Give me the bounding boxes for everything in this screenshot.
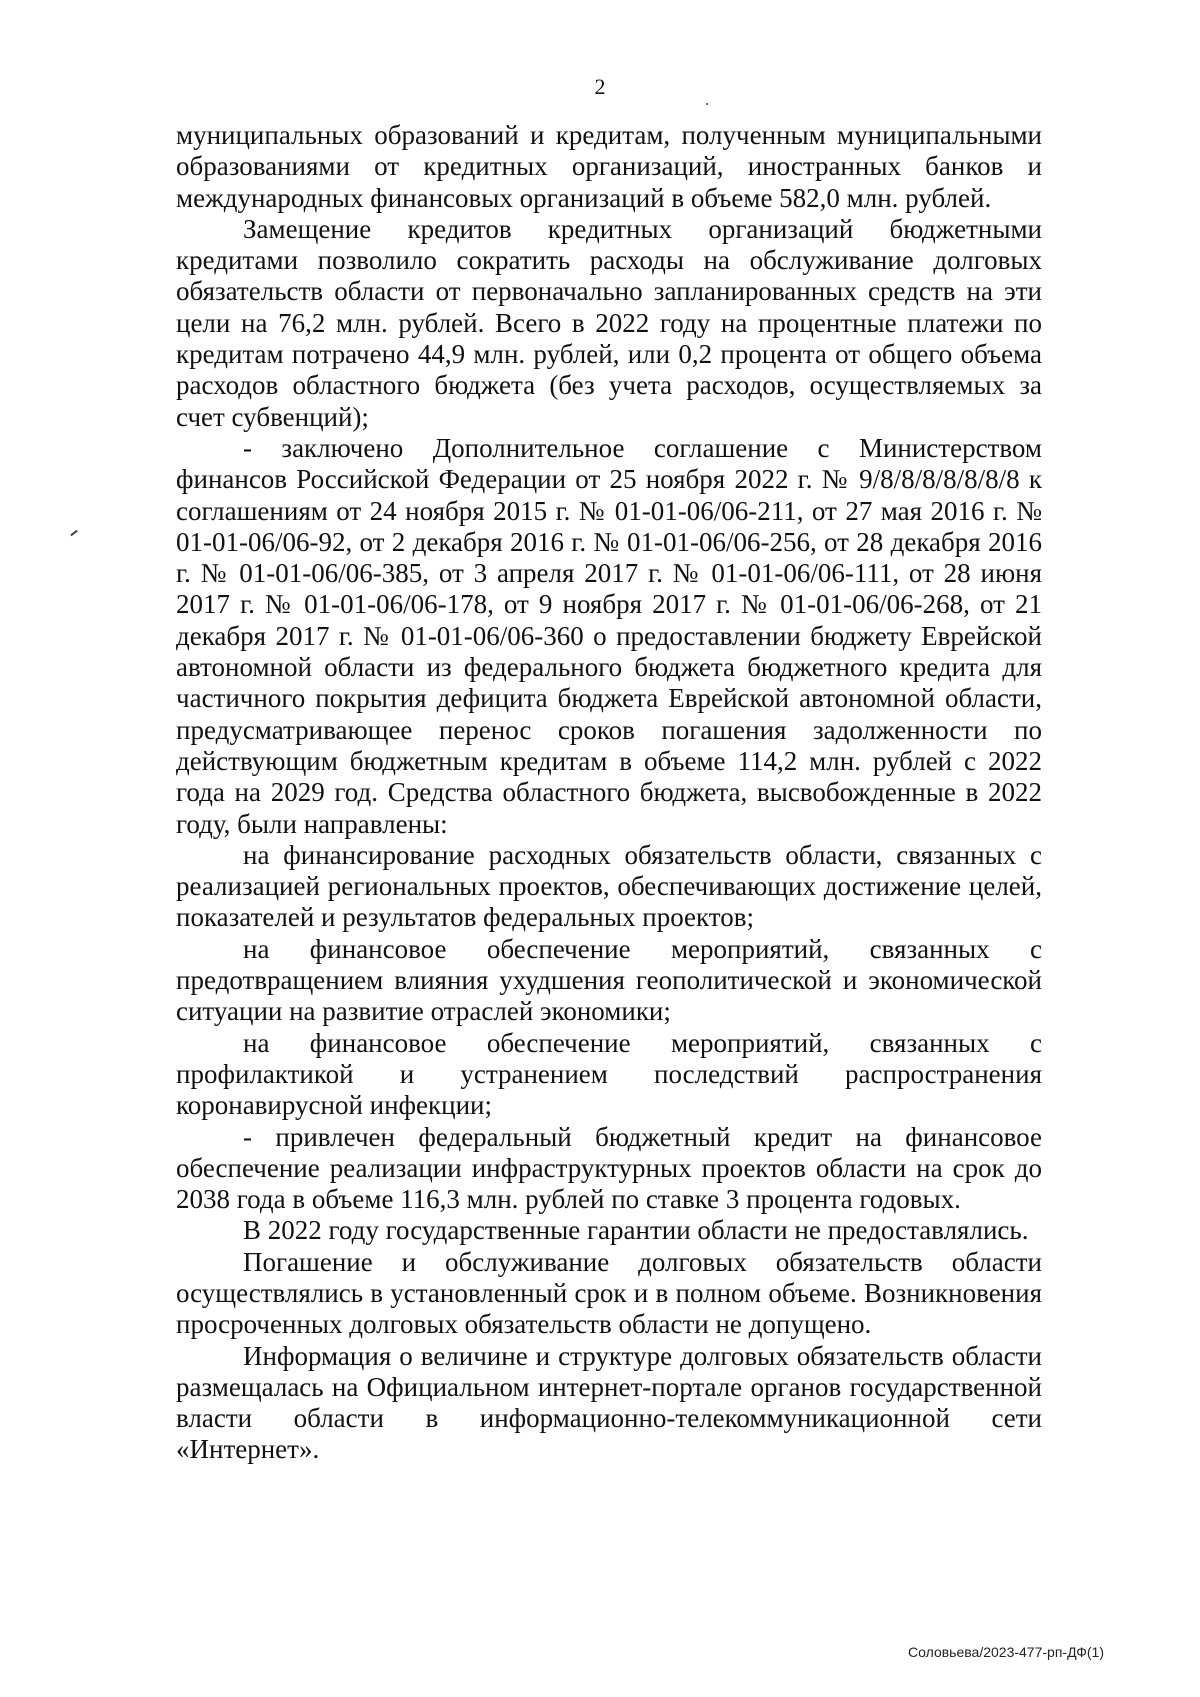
paragraph-10: Информация о величине и структуре долговых обязательств области размещалась на Официальном интернет-портале органов государственной власти области в информационно-телекоммуникационной сети «Интернет». [176, 1340, 1042, 1465]
page-number: 2 [594, 74, 606, 99]
body-text [176, 120, 1042, 1466]
paragraph-1: муниципальных образований и кредитам, полученным муниципальными образованиями от кредитных организаций, иностранных банков и международных финансовых организаций в объеме 582,0 млн. рублей. [176, 120, 1042, 213]
scan-speck [706, 103, 708, 105]
paragraph-4: на финансирование расходных обязательств области, связанных с реализацией региональных проектов, обеспечивающих достижение целей, показателей и результатов федеральных проектов; [176, 839, 1042, 933]
paragraph-6: на финансовое обеспечение мероприятий, связанных с профилактикой и устранением последствий распространения коронавирусной инфекции; [176, 1027, 1042, 1121]
paragraph-3: - заключено Дополнительное соглашение с Министерством финансов Российской Федерации от 25 ноября 2022 г. № 9/8/8/8/8/8/8/8 к соглашениям от 24 ноября 2015 г. № 01-01-06/06-211, от 27 мая 2016 г. № 01-01-06/06-92, от 2 декабря 2016 г. № 01-01-06/06-256, от 28 декабря 2016 г. № 01-01-06/06-385, от 3 апреля 2017 г. № 01-01-06/06-111, от 28 июня 2017 г. № 01-01-06/06-178, от 9 ноября 2017 г. № 01-01-06/06-268, от 21 декабря 2017 г. № 01-01-06/06-360 о предоставлении бюджету Еврейской автономной области из федерального бюджета бюджетного кредита для частичного покрытия дефицита бюджета Еврейской автономной области, предусматривающее перенос сроков погашения задолженности по действующим бюджетным кредитам в объеме 114,2 млн. рублей с 2022 года на 2029 год. Средства областного бюджета, высвобожденные в 2022 году, были направлены: [176, 432, 1042, 839]
paragraph-5: на финансовое обеспечение мероприятий, связанных с предотвращением влияния ухудшения геополитической и экономической ситуации на развитие отраслей экономики; [176, 933, 1042, 1027]
margin-mark [70, 530, 78, 537]
paragraph-9: Погашение и обслуживание долговых обязательств области осуществлялись в установленный срок и в полном объеме. Возникновения просроченных долговых обязательств области не допущено. [176, 1246, 1042, 1340]
paragraph-7: - привлечен федеральный бюджетный кредит на финансовое обеспечение реализации инфраструктурных проектов области на срок до 2038 года в объеме 116,3 млн. рублей по ставке 3 процента годовых. [176, 1121, 1042, 1215]
document-registration-code: Соловьева/2023-477-рп-ДФ(1) [908, 1644, 1104, 1660]
paragraph-2: Замещение кредитов кредитных организаций бюджетными кредитами позволило сократить расходы на обслуживание долговых обязательств области от первоначально запланированных средств на эти цели на 76,2 млн. рублей. Всего в 2022 году на процентные платежи по кредитам потрачено 44,9 млн. рублей, или 0,2 процента от общего объема расходов областного бюджета (без учета расходов, осуществляемых за счет субвенций); [176, 213, 1042, 432]
paragraph-8: В 2022 году государственные гарантии области не предоставлялись. [243, 1215, 1029, 1246]
